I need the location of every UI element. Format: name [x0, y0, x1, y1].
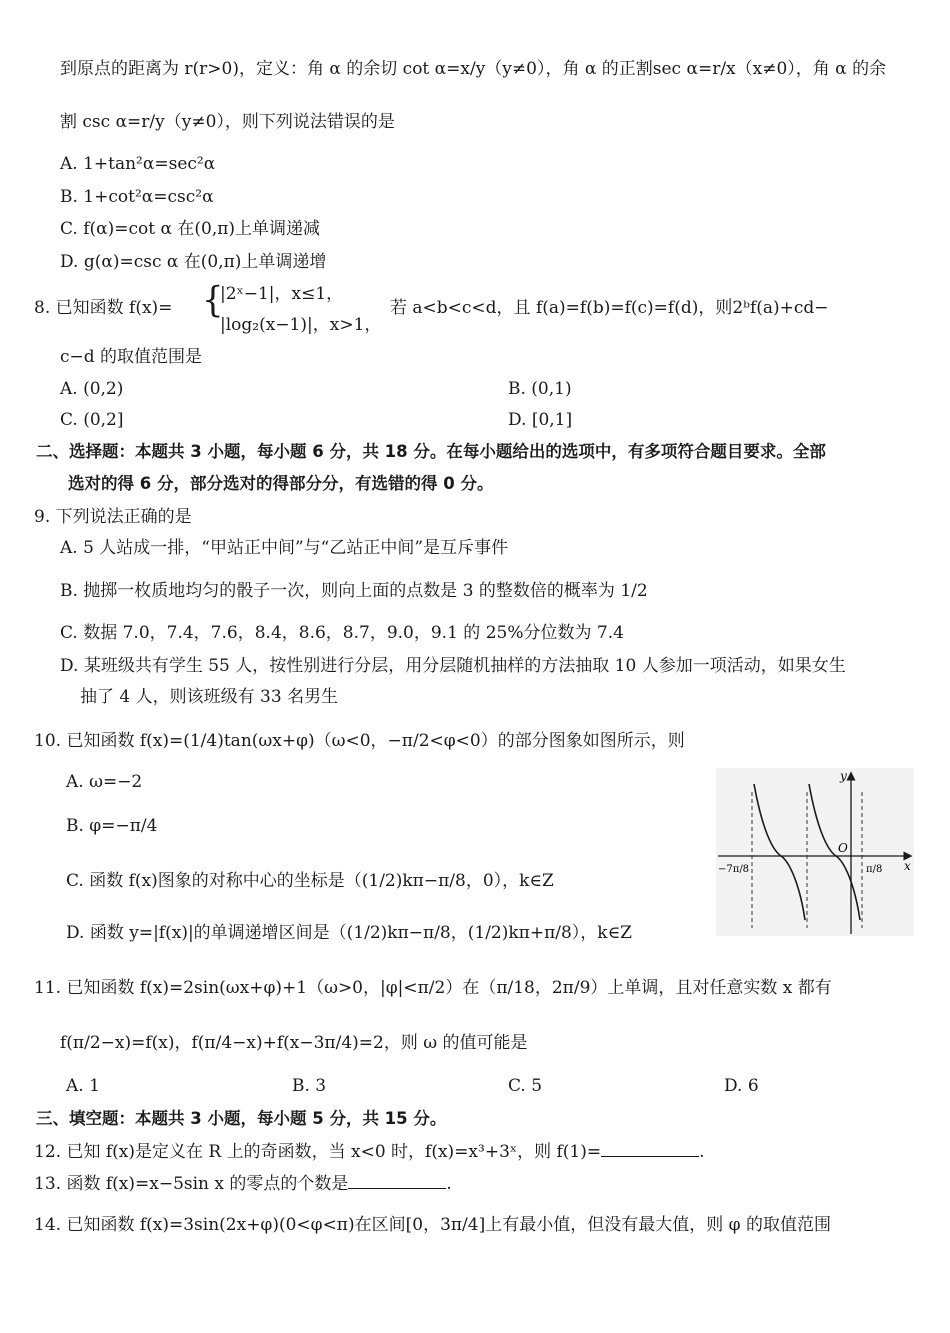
q11-line1: 11. 已知函数 f(x)=2sin(ωx+φ)+1（ω>0，|φ|<π/2）在（π/18，2π/9）上单调，且对任意实数 x 都有	[34, 978, 832, 998]
q13-stem: 13. 函数 f(x)=x−5sin x 的零点的个数是	[34, 1174, 349, 1194]
q13-answer-blank	[348, 1172, 446, 1189]
q8-piece-2: |log₂(x−1)|，x>1，	[220, 315, 382, 335]
q8-option-a: A. (0,2)	[60, 379, 124, 399]
q10-option-b: B. φ=−π/4	[66, 816, 158, 836]
q10-option-d: D. 函数 y=|f(x)|的单调递增区间是（(1/2)kπ−π/8，(1/2)kπ+π/8），k∈Z	[66, 923, 632, 943]
q12-answer-blank	[601, 1140, 699, 1157]
tangent-branch-left	[754, 784, 805, 920]
q11-option-b: B. 3	[292, 1076, 327, 1096]
q7-option-b: B. 1+cot²α=csc²α	[60, 187, 214, 207]
q8-brace: {	[202, 279, 224, 321]
section3-header: 三、填空题：本题共 3 小题，每小题 5 分，共 15 分。	[36, 1109, 447, 1128]
q8-option-c: C. (0,2]	[60, 410, 124, 430]
q9-stem: 9. 下列说法正确的是	[34, 507, 192, 527]
q14-stem: 14. 已知函数 f(x)=3sin(2x+φ)(0<φ<π)在区间[0，3π/4]上有最小值，但没有最大值，则 φ 的取值范围	[34, 1215, 831, 1235]
q13	[34, 1172, 452, 1195]
q10-option-a: A. ω=−2	[66, 772, 143, 792]
section2-header-line1: 二、选择题：本题共 3 小题，每小题 6 分，共 18 分。在每小题给出的选项中，有多项符合题目要求。全部	[36, 442, 826, 461]
q9-option-d-line1: D. 某班级共有学生 55 人，按性别进行分层，用分层随机抽样的方法抽取 10 人参加一项活动，如果女生	[60, 656, 846, 676]
y-axis-label: y	[840, 769, 847, 783]
origin-label: O	[838, 841, 848, 855]
q11-line2: f(π/2−x)=f(x)，f(π/4−x)+f(x−3π/4)=2，则 ω 的值可能是	[60, 1033, 528, 1053]
tangent-branch-right	[809, 784, 860, 920]
q12-stem: 12. 已知 f(x)是定义在 R 上的奇函数，当 x<0 时，f(x)=x³+3ˣ，则 f(1)=	[34, 1142, 602, 1162]
q9-option-a: A. 5 人站成一排，“甲站正中间”与“乙站正中间”是互斥事件	[60, 538, 509, 558]
q8-option-d: D. [0,1]	[508, 410, 573, 430]
q11-option-c: C. 5	[508, 1076, 543, 1096]
q8-option-b: B. (0,1)	[508, 379, 572, 399]
q9-option-d-line2: 抽了 4 人，则该班级有 33 名男生	[80, 687, 339, 707]
q9-option-c: C. 数据 7.0，7.4，7.6，8.4，8.6，8.7，9.0，9.1 的 25%分位数为 7.4	[60, 623, 624, 643]
q8-line2: c−d 的取值范围是	[60, 347, 203, 367]
q7-line1: 到原点的距离为 r(r>0)，定义：角 α 的余切 cot α=x/y（y≠0），角 α 的正割sec α=r/x（x≠0），角 α 的余	[60, 59, 887, 79]
q11-option-d: D. 6	[724, 1076, 759, 1096]
q7-option-a: A. 1+tan²α=sec²α	[60, 154, 216, 174]
q7-option-d: D. g(α)=csc α 在(0,π)上单调递增	[60, 252, 327, 272]
q13-end: .	[446, 1174, 452, 1194]
q8-piece-1: |2ˣ−1|，x≤1，	[220, 284, 344, 304]
tick-label-left: −7π/8	[718, 864, 750, 875]
tick-label-right: π/8	[866, 864, 883, 875]
q9-option-b: B. 抛掷一枚质地均匀的骰子一次，则向上面的点数是 3 的整数倍的概率为 1/2	[60, 581, 648, 601]
q11-option-a: A. 1	[66, 1076, 100, 1096]
q10-tangent-graph	[716, 768, 914, 936]
q10-stem: 10. 已知函数 f(x)=(1/4)tan(ωx+φ)（ω<0，−π/2<φ<0）的部分图象如图所示，则	[34, 731, 685, 751]
q12	[34, 1140, 705, 1163]
x-axis-label: x	[904, 859, 911, 873]
q7-option-c: C. f(α)=cot α 在(0,π)上单调递减	[60, 219, 321, 239]
q8-stem-prefix: 8. 已知函数 f(x)=	[34, 298, 173, 318]
section2-header-line2: 选对的得 6 分，部分选对的得部分分，有选错的得 0 分。	[68, 474, 494, 493]
q7-line2: 割 csc α=r/y（y≠0），则下列说法错误的是	[60, 112, 395, 132]
q10-option-c: C. 函数 f(x)图象的对称中心的坐标是（(1/2)kπ−π/8，0），k∈Z	[66, 871, 554, 891]
q12-end: .	[699, 1142, 705, 1162]
q8-stem-suffix: 若 a<b<c<d，且 f(a)=f(b)=f(c)=f(d)，则2ᵇf(a)+cd−	[390, 298, 829, 318]
